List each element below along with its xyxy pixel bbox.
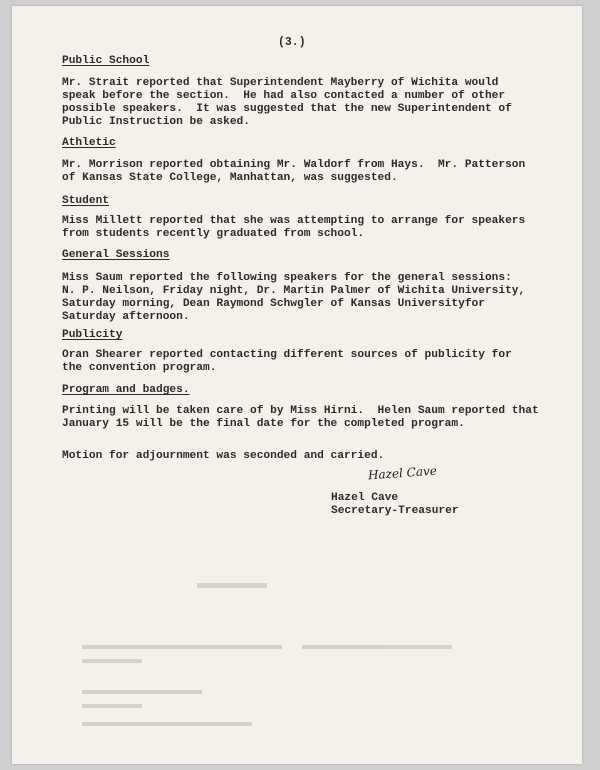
text-line: January 15 will be the final date for the completed program. xyxy=(62,418,465,430)
closing-statement: Motion for adjournment was seconded and carried. xyxy=(62,450,385,462)
section-heading: Athletic xyxy=(62,137,116,149)
text-line: from students recently graduated from school. xyxy=(62,228,365,240)
text-line: Public Instruction be asked. xyxy=(62,116,250,128)
text-line: Miss Saum reported the following speakers for the general sessions: xyxy=(62,272,512,284)
text-line: Mr. Strait reported that Superintendent Mayberry of Wichita would xyxy=(62,77,499,89)
text-line: Miss Millett reported that she was attempting to arrange for speakers xyxy=(62,215,526,227)
text-line: the convention program. xyxy=(62,362,217,374)
document-page xyxy=(12,6,582,764)
section-heading: Program and badges. xyxy=(62,384,190,396)
text-line: Saturday morning, Dean Raymond Schwgler of Kansas Universityfor xyxy=(62,298,485,310)
section-heading: General Sessions xyxy=(62,249,170,261)
text-line: Saturday afternoon. xyxy=(62,311,190,323)
text-line: Printing will be taken care of by Miss Hirni. Helen Saum reported that xyxy=(62,405,539,417)
handwritten-signature: Hazel Cave xyxy=(367,463,438,483)
text-line: speak before the section. He had also contacted a number of other xyxy=(62,90,506,102)
signer-name: Hazel Cave xyxy=(331,492,399,504)
text-line: Oran Shearer reported contacting different sources of publicity for xyxy=(62,349,512,361)
text-line: of Kansas State College, Manhattan, was suggested. xyxy=(62,172,398,184)
section-heading: Publicity xyxy=(62,329,123,341)
section-heading: Public School xyxy=(62,55,150,67)
page-number: (3.) xyxy=(278,36,306,49)
text-line: possible speakers. It was suggested that the new Superintendent of xyxy=(62,103,512,115)
section-heading: Student xyxy=(62,195,109,207)
text-line: Mr. Morrison reported obtaining Mr. Waldorf from Hays. Mr. Patterson xyxy=(62,159,526,171)
text-line: N. P. Neilson, Friday night, Dr. Martin Palmer of Wichita University, xyxy=(62,285,526,297)
signer-title: Secretary-Treasurer xyxy=(331,505,459,517)
